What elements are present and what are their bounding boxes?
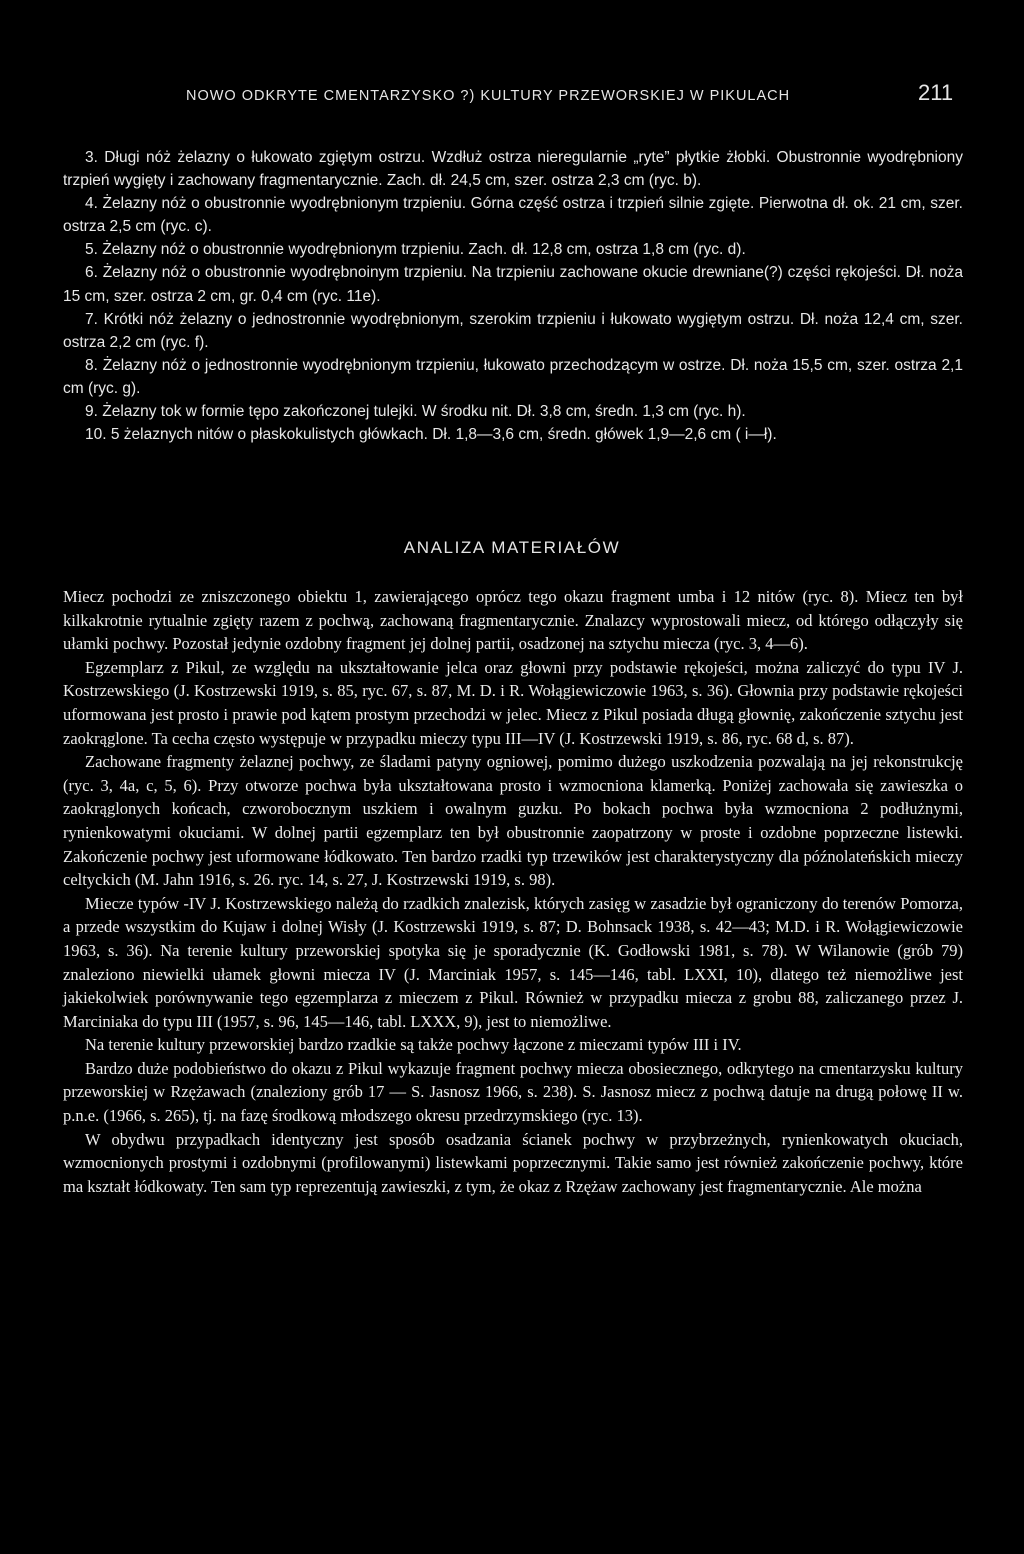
catalog-entry-9: 9. Żelazny tok w formie tępo zakończonej tulejki. W środku nit. Dł. 3,8 cm, średn. 1,3 cm (ryc. h). <box>85 403 746 421</box>
catalog-list <box>63 146 963 446</box>
catalog-entry-5: 5. Żelazny nóż o obustronnie wyodrębnionym trzpieniu. Zach. dł. 12,8 cm, ostrza 1,8 cm (ryc. d). <box>85 241 746 259</box>
paragraph: Bardzo duże podobieństwo do okazu z Pikul wykazuje fragment pochwy miecza obosiecznego, odkrytego na cmentarzysku kultury przeworskiej w Rzężawach (znaleziony grób 17 — S. Jasnosz 1966, s. 238). S. Jasnosz miecz z pochwą datuje na drugą połowę II w. p.n.e. (1966, s. 265), tj. na fazę środkową młodszego okresu przedrzymskiego (ryc. 13). <box>63 1058 963 1126</box>
catalog-entry-10: 10. 5 żelaznych nitów o płaskokulistych główkach. Dł. 1,8—3,6 cm, średn. główek 1,9—2,6 cm ( i—ł). <box>85 426 777 444</box>
paragraph: Miecze typów -IV J. Kostrzewskiego należą do rzadkich znalezisk, których zasięg w zasadzie był ograniczony do terenów Pomorza, a przede wszystkim do Kujaw i dolnej Wisły (J. Kostrzewski 1919, s. 87; D. Bohnsack 1938, s. 42—43; M.D. i R. Wołągiewiczowie 1963, s. 36). Na terenie kultury przeworskiej spotyka się je sporadycznie (K. Godłowski 1981, s. 78). W Wilanowie (grób 79) znaleziono niewielki ułamek głowni miecza IV (J. Marciniak 1957, s. 145—146, tabl. LXXI, 10), dlatego też niemożliwe jest jakiekolwiek porównywanie tego egzemplarza z mieczem z Pikul. Również w przypadku miecza z grobu 88, zaliczanego przez J. Marciniaka do typu III (1957, s. 96, 145—146, tabl. LXXX, 9), jest to niemożliwe. <box>63 893 963 1031</box>
catalog-entry-4: 4. Żelazny nóż o obustronnie wyodrębnionym trzpieniu. Górna część ostrza i trzpień silnie zgięte. Pierwotna dł. ok. 21 cm, szer. ostrza 2,5 cm (ryc. c). <box>63 195 963 236</box>
paragraph: W obydwu przypadkach identyczny jest sposób osadzania ścianek pochwy w przybrzeżnych, rynienkowatych okuciach, wzmocnionych prostymi i ozdobnymi (profilowanymi) listewkami poprzecznymi. Takie samo jest również zakończenie pochwy, które ma kształt łódkowaty. Ten sam typ reprezentują zawieszki, z tym, że okaz z Rzężaw zachowany jest fragmentarycznie. Ale można <box>63 1129 963 1196</box>
paragraph: Na terenie kultury przeworskiej bardzo rzadkie są także pochwy łączone z mieczami typów III i IV. <box>85 1035 742 1055</box>
analysis-body <box>63 585 963 1198</box>
section-heading: ANALIZA MATERIAŁÓW <box>403 538 621 557</box>
catalog-entry-7: 7. Krótki nóż żelazny o jednostronnie wyodrębnionym, szerokim trzpieniu i łukowato wygiętym ostrzu. Dł. noża 12,4 cm, szer. ostrza 2,2 cm (ryc. f). <box>63 310 963 351</box>
catalog-entry-3: 3. Długi nóż żelazny o łukowato zgiętym ostrzu. Wzdłuż ostrza nieregularnie „ryte” płytkie żłobki. Obustronnie wyodrębniony trzpień wygięty i zachowany fragmentarycznie. Zach. dł. 24,5 cm, szer. ostrza 2,3 cm (ryc. b). <box>63 149 963 190</box>
paragraph: Egzemplarz z Pikul, ze względu na ukształtowanie jelca oraz głowni przy podstawie rękojeści, można zaliczyć do typu IV J. Kostrzewskiego (J. Kostrzewski 1919, s. 85, ryc. 67, s. 87, M. D. i R. Wołągiewiczowie 1963, s. 36). Głownia przy podstawie rękojeści uformowana jest prosto i prawie pod kątem prostym przechodzi w jelec. Miecz z Pikul posiada długą głownię, zakończenie sztychu jest zaokrąglone. Ta cecha często występuje w przypadku mieczy typu III—IV (J. Kostrzewski 1919, s. 86, ryc. 68 d, s. 87). <box>63 657 963 748</box>
paragraph: Miecz pochodzi ze zniszczonego obiektu 1, zawierającego oprócz tego okazu fragment umba i 12 nitów (ryc. 8). Miecz ten był kilkakrotnie rytualnie zgięty razem z pochwą, zachowaną fragmentarycznie. Znalazcy wyprostowali miecz, od którego odłączyły się ułamki pochwy. Pozostał jedynie ozdobny fragment jej dolnej partii, osadzonej na sztychu miecza (ryc. 3, 4—6). <box>63 587 963 654</box>
catalog-entry-8: 8. Żelazny nóż o jednostronnie wyodrębnionym trzpieniu, łukowato przechodzącym w ostrze. Dł. noża 15,5 cm, szer. ostrza 2,1 cm (ryc. g). <box>63 356 963 397</box>
running-head: NOWO ODKRYTE CMENTARZYSKO ?) KULTURY PRZEWORSKIEJ W PIKULACH <box>186 88 791 104</box>
catalog-entry-6: 6. Żelazny nóż o obustronnie wyodrębnoinym trzpieniu. Na trzpieniu zachowane okucie drewniane(?) części rękojeści. Dł. noża 15 cm, szer. ostrza 2 cm, gr. 0,4 cm (ryc. 11e). <box>63 264 963 305</box>
page-number: 211 <box>918 80 954 105</box>
paragraph: Zachowane fragmenty żelaznej pochwy, ze śladami patyny ogniowej, pomimo dużego uszkodzenia pozwalają na jej rekonstrukcję (ryc. 3, 4a, c, 5, 6). Przy otworze pochwa była ukształtowana prosto i wzmocniona klamerką. Poniżej zachowała się zawieszka o zaokrąglonych końcach, czworobocznym uszkiem i owalnym guzku. Po bokach pochwa była wzmocniona 2 podłużnymi, rynienkowatymi okuciami. W dolnej partii egzemplarz ten był obustronnie zaopatrzony w proste i ozdobne poprzeczne listewki. Zakończenie pochwy jest uformowane łódkowato. Ten bardzo rzadki typ trzewików jest charakterystyczny dla późnolateńskich mieczy celtyckich (M. Jahn 1916, s. 26. ryc. 14, s. 27, J. Kostrzewski 1919, s. 98). <box>63 752 963 890</box>
